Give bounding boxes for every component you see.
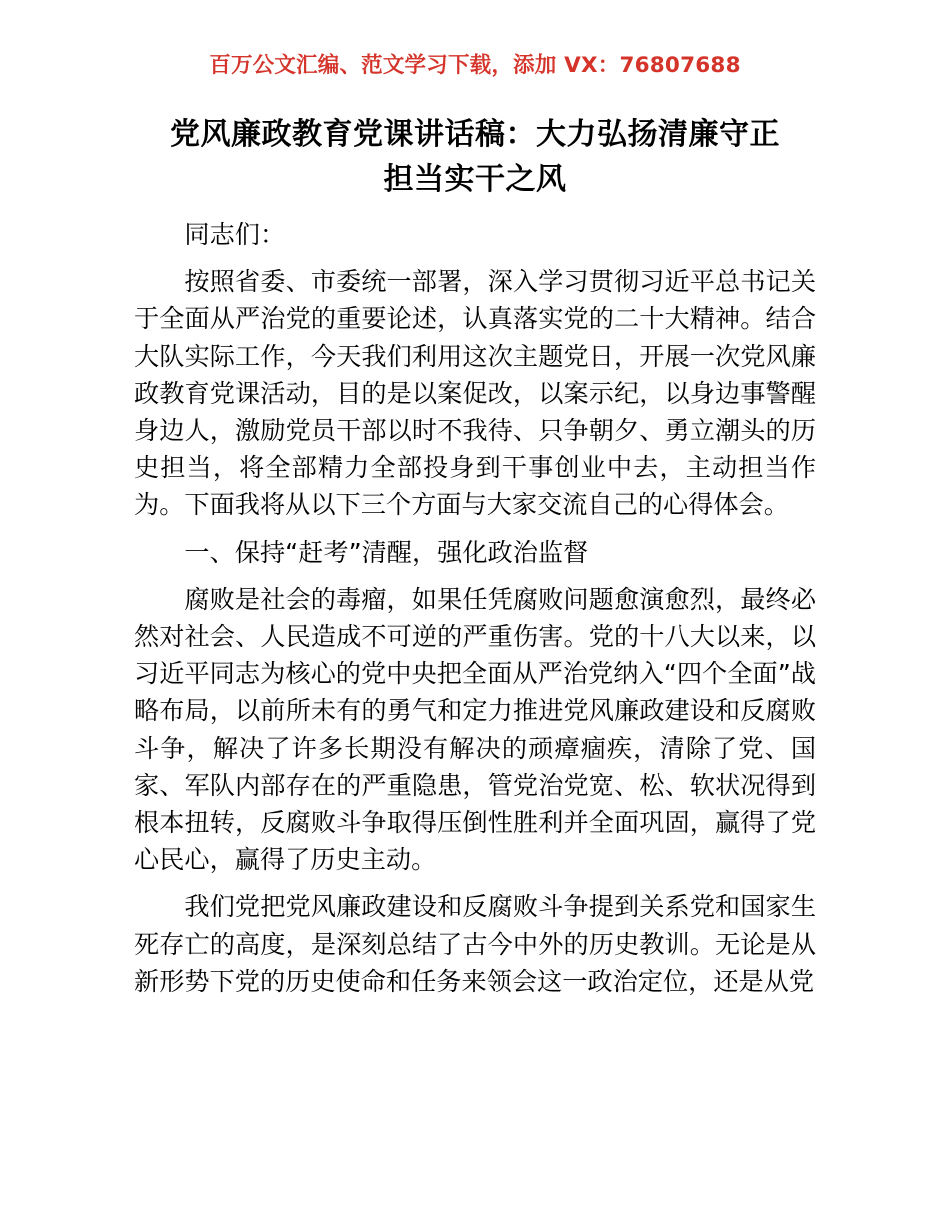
paragraph-intro: 按照省委、市委统一部署，深入学习贯彻习近平总书记关于全面从严治党的重要论述，认真落实党的二十大精神。结合大队实际工作，今天我们利用这次主题党日，开展一次党风廉政教育党课活动，目的是以案促改，以案示纪，以身边事警醒身边人，激励党员干部以时不我待、只争朝夕、勇立潮头的历史担当，将全部精力全部投身到干事创业中去，主动担当作为。下面我将从以下三个方面与大家交流自己的心得体会。 (134, 267, 816, 520)
section-heading-one: 一、保持“赶考”清醒，强化政治监督 (184, 537, 589, 567)
paragraph-salutation: 同志们： (184, 220, 286, 249)
page-title-line-1: 党风廉政教育党课讲话稿：大力弘扬清廉守正 (170, 117, 780, 152)
paragraph-party-positioning: 我们党把党风廉政建设和反腐败斗争提到关系党和国家生死存亡的高度，是深刻总结了古今中外的历史教训。无论是从新形势下党的历史使命和任务来领会这一政治定位，还是从党 (134, 892, 816, 996)
promo-watermark-header: 百万公文汇编、范文学习下载，添加 VX：76807688 (209, 53, 741, 78)
paragraph-corruption-overview: 腐败是社会的毒瘤，如果任凭腐败问题愈演愈烈，最终必然对社会、人民造成不可逆的严重伤害。党的十八大以来，以习近平同志为核心的党中央把全面从严治党纳入“四个全面”战略布局，以前所未有的勇气和定力推进党风廉政建设和反腐败斗争，解决了许多长期没有解决的顽瘴痼疾，清除了党、国家、军队内部存在的严重隐患，管党治党宽、松、软状况得到根本扭转，反腐败斗争取得压倒性胜利并全面巩固，赢得了党心民心，赢得了历史主动。 (134, 584, 816, 875)
document-body (134, 216, 816, 1000)
page-title (130, 112, 820, 202)
page-title-line-2: 担当实干之风 (383, 162, 567, 197)
